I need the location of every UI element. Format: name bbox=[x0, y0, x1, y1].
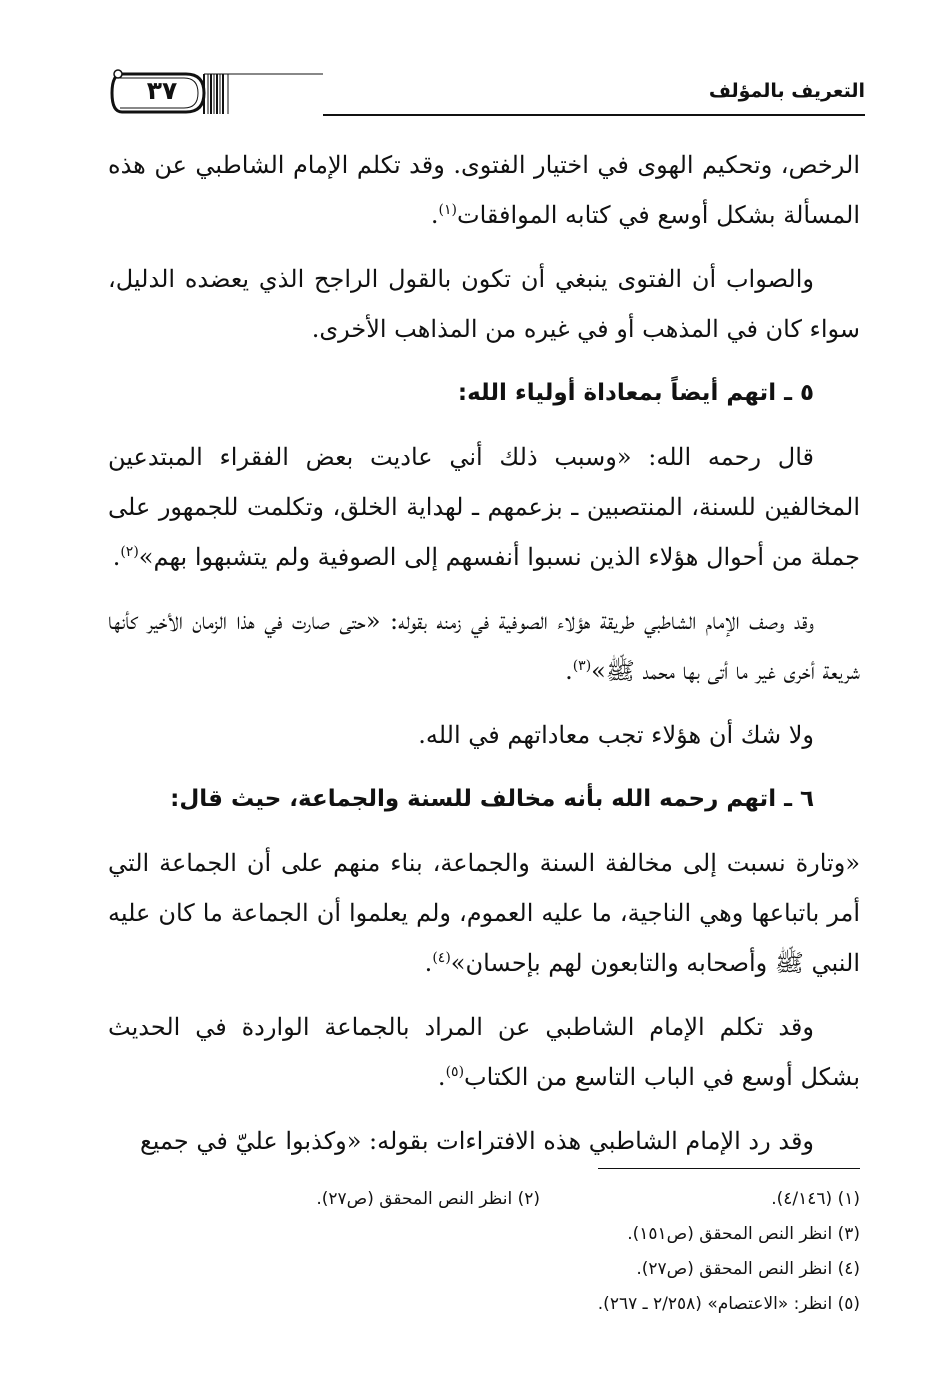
footnotes bbox=[108, 1182, 860, 1322]
footnote-ref[interactable]: (٤) bbox=[432, 950, 451, 966]
footnote-ref[interactable]: (٢) bbox=[120, 544, 139, 560]
paragraph bbox=[108, 140, 860, 240]
footnote-row bbox=[108, 1182, 860, 1217]
paragraph-end: . bbox=[437, 1063, 446, 1091]
paragraph: ولا شك أن هؤلاء تجب معاداتهم في الله. bbox=[418, 721, 814, 749]
footnote-row bbox=[108, 1287, 860, 1322]
footnote-ref[interactable]: (١) bbox=[438, 202, 457, 218]
footnote-divider bbox=[598, 1168, 860, 1169]
footnote-row bbox=[108, 1252, 860, 1287]
footnote-4: (٤) انظر النص المحقق (ص٢٧). bbox=[636, 1259, 860, 1279]
page-number-badge bbox=[108, 68, 323, 118]
paragraph-text: قال رحمه الله: «وسبب ذلك أني عاديت بعض الفقراء المبتدعين المخالفين للسنة، المنتصبين ـ بزعمهم ـ لهداية الخلق، وتكلمت للجمهور على جملة من أحوال هؤلاء الذين نسبوا أنفسهم إلى الصوفية ولم يتشبهوا بهم» bbox=[108, 443, 860, 571]
paragraph: والصواب أن الفتوى ينبغي أن تكون بالقول الراجح الذي يعضده الدليل، سواء كان في المذهب أو في غيره من المذاهب الأخرى. bbox=[108, 265, 860, 343]
section-heading: ٦ ـ اتهم رحمه الله بأنه مخالف للسنة والجماعة، حيث قال: bbox=[170, 786, 814, 812]
paragraph-text: وقد تكلم الإمام الشاطبي عن المراد بالجماعة الواردة في الحديث بشكل أوسع في الباب التاسع من الكتاب bbox=[108, 1013, 860, 1091]
page-number: ٣٧ bbox=[146, 76, 178, 105]
footnote-1: (١) (٤/١٤٦). bbox=[771, 1189, 860, 1209]
paragraph bbox=[108, 596, 860, 696]
footnote-ref[interactable]: (٣) bbox=[572, 658, 592, 674]
paragraph bbox=[108, 432, 860, 582]
footnote-3: (٣) انظر النص المحقق (ص١٥١). bbox=[627, 1224, 860, 1244]
paragraph-end: . bbox=[112, 543, 121, 571]
paragraph-end: . bbox=[565, 657, 573, 685]
footnote-5: (٥) انظر: «الاعتصام» (٢/٢٥٨ ـ ٢٦٧). bbox=[597, 1294, 860, 1314]
paragraph-text: الرخص، وتحكيم الهوى في اختيار الفتوى. وقد تكلم الإمام الشاطبي عن هذه المسألة بشكل أوسع في كتابه الموافقات bbox=[108, 151, 860, 229]
footnote-ref[interactable]: (٥) bbox=[445, 1064, 465, 1080]
paragraph bbox=[108, 838, 860, 988]
running-title: التعريف بالمؤلف bbox=[708, 80, 865, 102]
paragraph: وقد رد الإمام الشاطبي هذه الافتراءات بقوله: «وكذبوا عليّ في جميع bbox=[139, 1127, 814, 1155]
footnote-2: (٢) انظر النص المحقق (ص٢٧). bbox=[316, 1189, 540, 1209]
header-rule bbox=[323, 114, 865, 116]
paragraph-end: . bbox=[430, 201, 439, 229]
paragraph-text: «وتارة نسبت إلى مخالفة السنة والجماعة، بناء منهم على أن الجماعة التي أمر باتباعها وهي الناجية، ما عليه العموم، ولم يعلموا أن الجماعة ما كان عليه النبي ﷺ وأصحابه والتابعون لهم بإحسان» bbox=[108, 849, 860, 977]
page-header bbox=[108, 56, 865, 120]
main-text bbox=[108, 140, 860, 1180]
paragraph bbox=[108, 1002, 860, 1102]
paragraph-end: . bbox=[424, 949, 433, 977]
paragraph-text: وقد وصف الإمام الشاطبي طريقة هؤلاء الصوفية في زمنه بقوله: «حتى صارت في هذا الزمان الأخير كأنها شريعة أخرى غير ما أتى بها محمد ﷺ» bbox=[108, 607, 860, 685]
footnote-row bbox=[108, 1217, 860, 1252]
section-heading: ٥ ـ اتهم أيضاً بمعاداة أولياء الله: bbox=[457, 380, 814, 406]
